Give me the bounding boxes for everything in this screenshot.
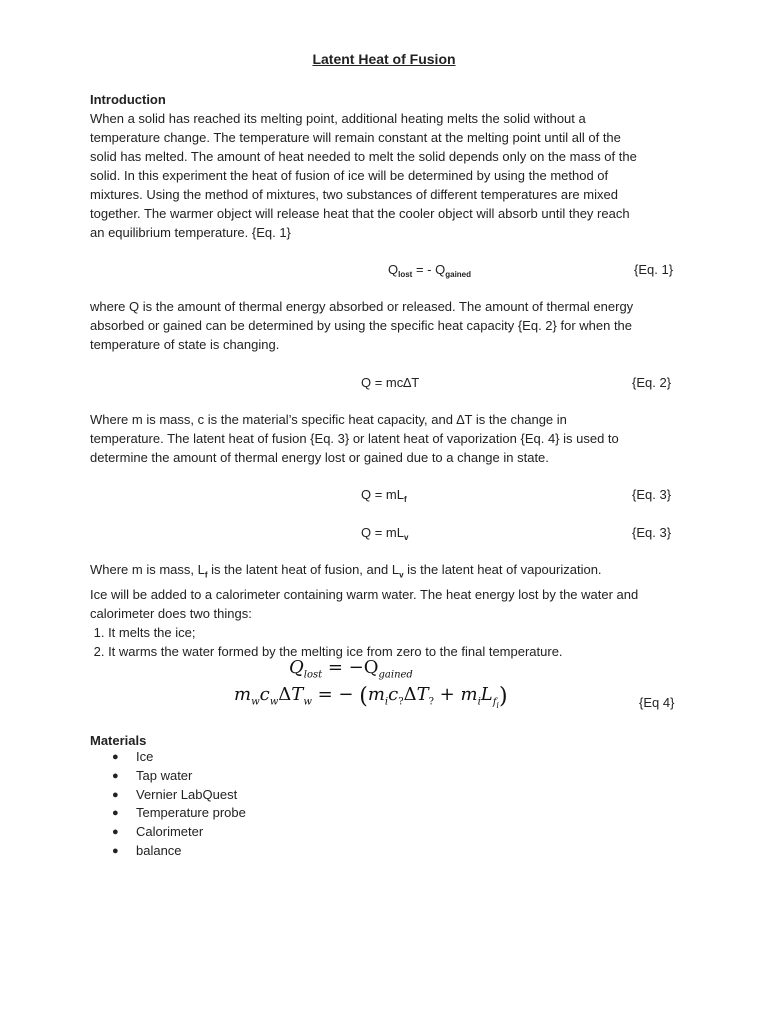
text-line: When a solid has reached its melting point, additional heating melts the solid without a [90,111,586,126]
bullet-icon: ● [112,769,119,782]
thermal-energy-paragraph [90,297,690,354]
text-line: solid. In this experiment the heat of fusion of ice will be determined by using the method of [90,168,609,183]
equation-1-label: {Eq. 1} [634,262,674,277]
text-line: 1. It melts the ice; [90,624,196,640]
introduction-heading: Introduction [90,92,166,107]
text-line: Ice will be added to a calorimeter containing warm water. The heat energy lost by the water and [90,586,639,602]
equation-2: Q = mc∆T [361,375,420,390]
calorimeter-paragraph [90,560,690,661]
text-line: 2. It warms the water formed by the melting ice from zero to the final temperature. [90,643,563,659]
text-line: solid has melted. The amount of heat needed to melt the solid depends only on the mass of the [90,149,637,164]
list-item: ● Calorimeter [90,823,246,842]
list-item: ● Ice [90,748,246,767]
bullet-icon: ● [112,807,119,820]
text-line: mixtures. Using the method of mixtures, two substances of different temperatures are mixed [90,187,618,202]
list-item: ● Tap water [90,767,246,786]
heat-balance-formula: $Q_{lost} = -Q_{gained}$ [289,657,413,681]
bullet-icon: ● [112,826,119,839]
text-line: temperature change. The temperature will remain constant at the melting point until all of the [90,130,621,145]
equation-1: $Q_{lost}$ = - $Q_{gained}$ [388,262,472,279]
equation-vaporization-label: {Eq. 3} [632,525,672,540]
page-title: Latent Heat of Fusion [312,51,456,67]
equation-vaporization: $Q = mL_v$ [361,525,409,542]
equation-3: $Q = mL_f$ [361,487,407,504]
list-item: ● balance [90,842,246,861]
bullet-icon: ● [112,844,119,857]
bullet-icon: ● [112,788,119,801]
specific-heat-paragraph [90,410,690,467]
calorimetry-formula: $m_wc_w\Delta T_w$ = − $(m_ic_?\Delta T_? + m_iL_{f_i})$ [234,684,508,710]
materials-list [90,748,246,861]
text-line: absorbed or gained can be determined by using the specific heat capacity {Eq. 2} for when the [90,318,633,333]
bullet-icon: ● [112,751,119,763]
text-line: temperature of state is changing. [90,337,280,352]
text-line: Where m is mass, c is the material’s specific heat capacity, and ∆T is the change in [90,412,567,427]
equation-3-label: {Eq. 3} [632,487,672,502]
introduction-paragraph [90,109,690,242]
text-line: calorimeter does two things: [90,605,252,621]
text-line: where Q is the amount of thermal energy absorbed or released. The amount of thermal energy [90,299,634,314]
materials-heading: Materials [90,733,147,748]
text-line: an equilibrium temperature. {Eq. 1} [90,225,291,240]
text-line: together. The warmer object will release heat that the cooler object will absorb until they reach [90,206,630,221]
text-line: temperature. The latent heat of fusion {Eq. 3} or latent heat of vaporization {Eq. 4} is used to [90,431,619,446]
list-item: ● Vernier LabQuest [90,786,246,805]
equation-2-label: {Eq. 2} [632,375,672,390]
text-line: determine the amount of thermal energy lost or gained due to a change in state. [90,450,549,465]
equation-4-label: {Eq 4} [639,695,675,710]
list-item: ● Temperature probe [90,804,246,823]
text-line: Where m is mass, $L_f$ is the latent heat of fusion, and $L_v$ is the latent heat of vapourization. [90,562,602,580]
